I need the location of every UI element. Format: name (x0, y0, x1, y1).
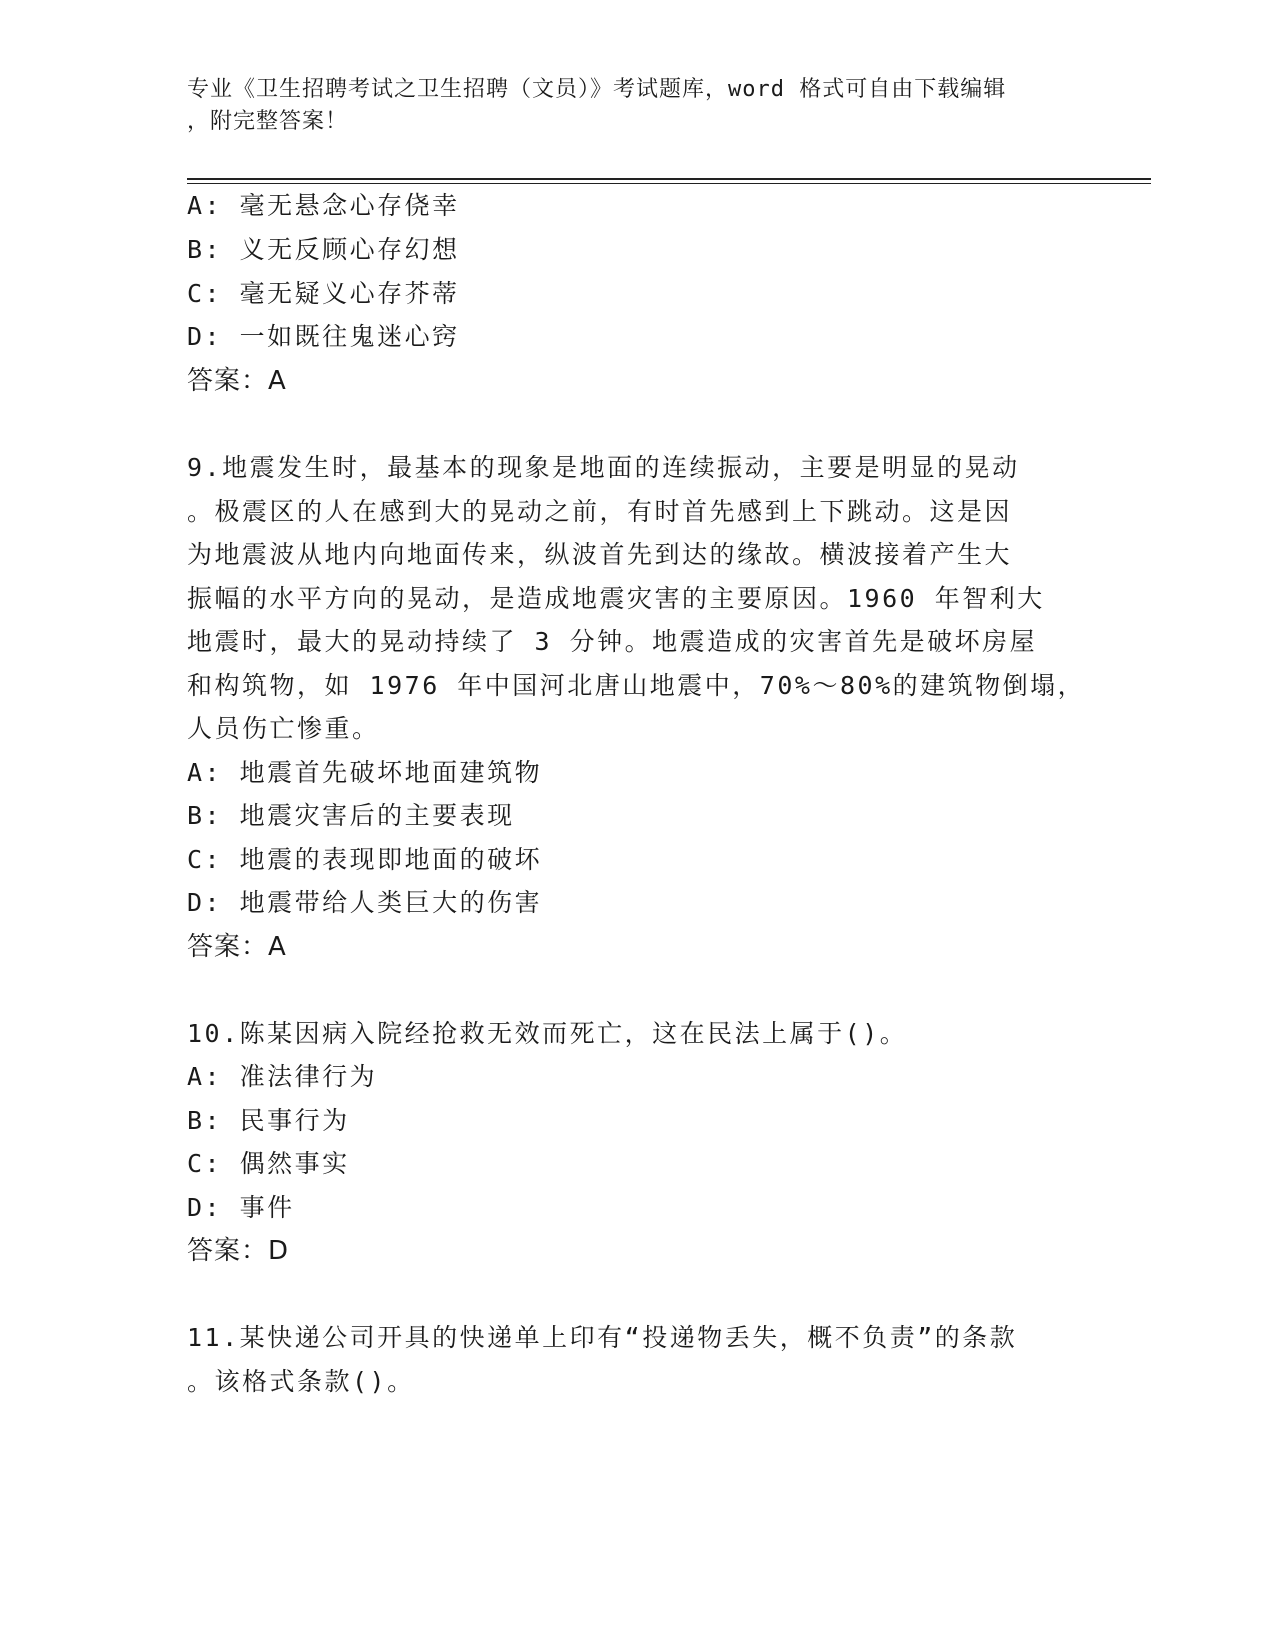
q9-stem-line-7: 人员伤亡惨重。 (187, 714, 380, 743)
document-header (187, 74, 1067, 138)
q10-option-b: B: 民事行为 (187, 1106, 350, 1135)
q9-option-a: A: 地震首先破坏地面建筑物 (187, 758, 543, 787)
q9-stem-line-2: 。极震区的人在感到大的晃动之前，有时首先感到上下跳动。这是因 (187, 497, 1013, 526)
q10-answer: 答案：D (187, 1236, 290, 1266)
q8-option-c: C: 毫无疑义心存芥蒂 (187, 279, 460, 308)
header-line-2: ，附完整答案！ (187, 109, 349, 134)
q10-option-c: C: 偶然事实 (187, 1149, 350, 1178)
q9-stem-line-6: 和构筑物，如 1976 年中国河北唐山地震中，70%～80%的建筑物倒塌， (187, 671, 1086, 700)
q9-stem-line-5: 地震时，最大的晃动持续了 3 分钟。地震造成的灾害首先是破坏房屋 (187, 627, 1038, 656)
q9-option-d: D: 地震带给人类巨大的伤害 (187, 888, 543, 917)
q9-option-b: B: 地震灾害后的主要表现 (187, 801, 515, 830)
q8-answer: 答案：A (187, 366, 287, 396)
q8-option-b: B: 义无反顾心存幻想 (187, 235, 460, 264)
q11-stem-line-2: 。该格式条款()。 (187, 1367, 415, 1396)
q9-option-c: C: 地震的表现即地面的破坏 (187, 845, 543, 874)
header-line-1: 专业《卫生招聘考试之卫生招聘（文员）》考试题库，word 格式可自由下载编辑 (187, 77, 1007, 102)
q10-option-d: D: 事件 (187, 1193, 295, 1222)
header-divider-thin (187, 183, 1151, 184)
q9-stem-line-3: 为地震波从地内向地面传来，纵波首先到达的缘故。横波接着产生大 (187, 540, 1013, 569)
q10-stem: 10.陈某因病入院经抢救无效而死亡，这在民法上属于()。 (187, 1019, 908, 1048)
header-divider-thick (187, 178, 1151, 180)
q8-option-d: D: 一如既往鬼迷心窍 (187, 322, 460, 351)
q8-option-a: A: 毫无悬念心存侥幸 (187, 191, 460, 220)
q10-option-a: A: 准法律行为 (187, 1062, 378, 1091)
q11-stem-line-1: 11.某快递公司开具的快递单上印有“投递物丢失，概不负责”的条款 (187, 1323, 1018, 1352)
q9-answer: 答案：A (187, 932, 287, 962)
q9-stem-line-1: 9.地震发生时，最基本的现象是地面的连续振动，主要是明显的晃动 (187, 453, 1020, 482)
q9-stem-line-4: 振幅的水平方向的晃动，是造成地震灾害的主要原因。1960 年智利大 (187, 584, 1045, 613)
